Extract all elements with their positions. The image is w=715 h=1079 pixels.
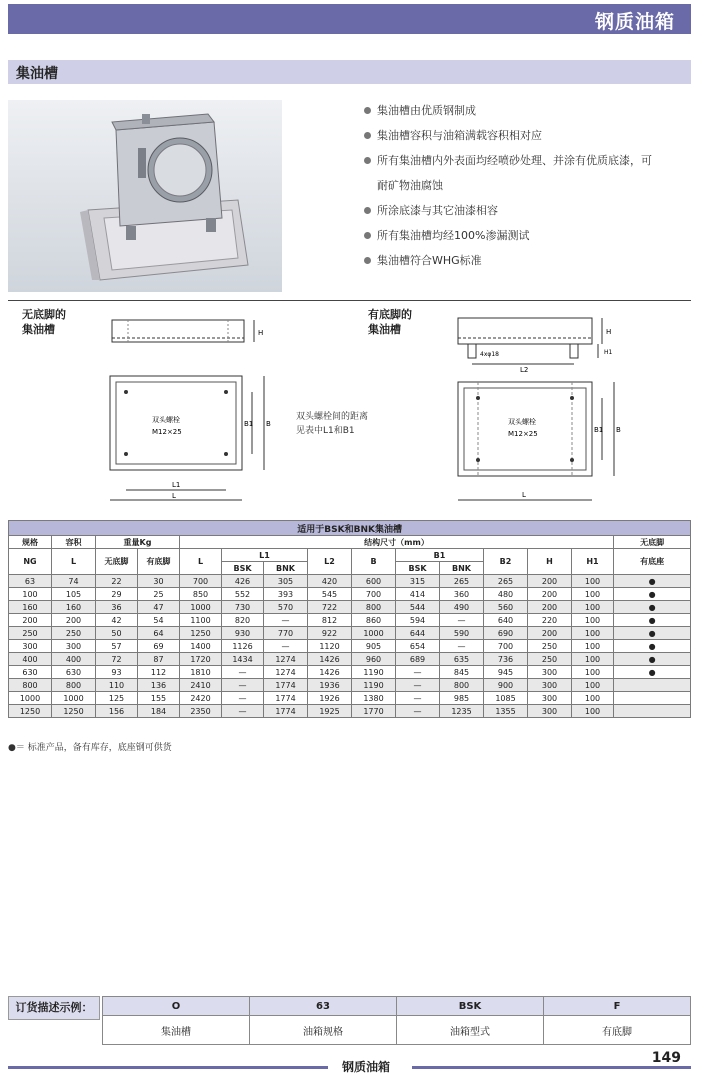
table-cell: 1774 <box>264 679 308 692</box>
table-cell: 1085 <box>484 692 528 705</box>
table-cell: 1774 <box>264 692 308 705</box>
table-cell: 100 <box>572 653 614 666</box>
order-code: F <box>544 997 691 1016</box>
section-title: 集油槽 <box>16 66 58 82</box>
table-cell: 985 <box>440 692 484 705</box>
table-cell: 630 <box>9 666 52 679</box>
table-cell: 1434 <box>222 653 264 666</box>
table-cell: 689 <box>396 653 440 666</box>
table-cell: 1936 <box>308 679 352 692</box>
th-B1-bnk: BNK <box>440 562 484 575</box>
footer-rule-left <box>8 1066 328 1069</box>
table-row <box>9 653 691 666</box>
table-cell: 900 <box>484 679 528 692</box>
table-cell <box>614 705 691 718</box>
dim-B-right: B <box>616 426 621 434</box>
th-w-withfoot: 有底脚 <box>138 549 180 575</box>
table-cell: 1426 <box>308 666 352 679</box>
th-ng: NG <box>9 549 52 575</box>
footnote: ●＝ 标准产品，备有库存，底座钢可供货 <box>8 743 172 753</box>
table-row <box>9 666 691 679</box>
table-cell: 800 <box>352 601 396 614</box>
bolt-size-right: M12×25 <box>508 430 538 438</box>
table-cell: — <box>396 679 440 692</box>
table-cell: ● <box>614 588 691 601</box>
footer-title: 钢质油箱 <box>342 1060 391 1074</box>
table-cell: 220 <box>528 614 572 627</box>
table-cell: 1426 <box>308 653 352 666</box>
table-cell: 545 <box>308 588 352 601</box>
table-cell: 1926 <box>308 692 352 705</box>
table-cell: 1000 <box>180 601 222 614</box>
table-cell: 50 <box>96 627 138 640</box>
table-cell: 600 <box>352 575 396 588</box>
table-cell: 69 <box>138 640 180 653</box>
table-cell: 1235 <box>440 705 484 718</box>
dim-L2: L2 <box>520 366 529 374</box>
table-cell: 426 <box>222 575 264 588</box>
table-cell: 770 <box>264 627 308 640</box>
table-cell: 1274 <box>264 653 308 666</box>
table-cell: 1250 <box>180 627 222 640</box>
table-row <box>9 640 691 653</box>
table-cell: 630 <box>52 666 96 679</box>
table-cell: 644 <box>396 627 440 640</box>
table-cell: 1190 <box>352 679 396 692</box>
table-cell: 700 <box>180 575 222 588</box>
table-cell: 400 <box>52 653 96 666</box>
table-cell: 960 <box>352 653 396 666</box>
th-weight: 重量Kg <box>96 536 180 549</box>
table-cell: ● <box>614 653 691 666</box>
bullet-icon <box>364 232 371 239</box>
table-cell: 420 <box>308 575 352 588</box>
drawing-label-with-foot: 有底脚的 集油槽 <box>368 308 412 336</box>
table-cell: ● <box>614 627 691 640</box>
table-cell: 1400 <box>180 640 222 653</box>
table-cell: 160 <box>9 601 52 614</box>
table-cell: 1770 <box>352 705 396 718</box>
table-cell: 72 <box>96 653 138 666</box>
th-L2: L2 <box>308 549 352 575</box>
table-cell: — <box>440 640 484 653</box>
order-desc: 有底脚 <box>544 1016 691 1045</box>
table-cell: 480 <box>484 588 528 601</box>
th-spec: 规格 <box>9 536 52 549</box>
order-table <box>102 996 691 1045</box>
table-cell: 300 <box>52 640 96 653</box>
feature-item: 所有集油槽均经100%渗漏测试 <box>364 223 694 248</box>
table-cell: ● <box>614 640 691 653</box>
table-cell: 93 <box>96 666 138 679</box>
order-desc: 集油槽 <box>103 1016 250 1045</box>
table-cell: 812 <box>308 614 352 627</box>
bullet-icon <box>364 207 371 214</box>
table-cell: 945 <box>484 666 528 679</box>
table-cell: ● <box>614 614 691 627</box>
table-cell: 250 <box>528 653 572 666</box>
order-desc: 油箱型式 <box>397 1016 544 1045</box>
bullet-icon <box>364 157 371 164</box>
table-cell: 112 <box>138 666 180 679</box>
table-cell: 100 <box>572 627 614 640</box>
table-cell: 800 <box>440 679 484 692</box>
table-cell: 300 <box>528 679 572 692</box>
th-L1-bnk: BNK <box>264 562 308 575</box>
table-cell: 29 <box>96 588 138 601</box>
table-cell: 2420 <box>180 692 222 705</box>
table-cell: 570 <box>264 601 308 614</box>
product-photo <box>8 100 282 292</box>
table-cell: ● <box>614 601 691 614</box>
plan-view-with-foot <box>456 380 626 506</box>
bolt-label-right: 双头螺栓 <box>508 418 536 426</box>
table-row <box>9 692 691 705</box>
page-number: 149 <box>651 1050 681 1066</box>
th-B2: B2 <box>484 549 528 575</box>
table-cell: 845 <box>440 666 484 679</box>
th-l: L <box>52 549 96 575</box>
table-cell: — <box>222 705 264 718</box>
table-cell: 47 <box>138 601 180 614</box>
table-row <box>9 705 691 718</box>
table-cell: 850 <box>180 588 222 601</box>
table-cell: 590 <box>440 627 484 640</box>
table-cell: 1000 <box>352 627 396 640</box>
table-cell: 700 <box>352 588 396 601</box>
dim-B1-right: B1 <box>594 426 604 434</box>
table-cell: 552 <box>222 588 264 601</box>
table-cell: 2350 <box>180 705 222 718</box>
table-cell: 184 <box>138 705 180 718</box>
table-cell: 110 <box>96 679 138 692</box>
section-bar <box>8 60 691 84</box>
order-code: O <box>103 997 250 1016</box>
drawing-label-no-foot: 无底脚的 集油槽 <box>22 308 66 336</box>
order-example-label: 订货描述示例： <box>8 996 100 1020</box>
table-cell: — <box>264 614 308 627</box>
table-cell: 156 <box>96 705 138 718</box>
feature-list <box>364 98 694 273</box>
feature-item: 集油槽由优质钢制成 <box>364 98 694 123</box>
table-cell: 100 <box>572 679 614 692</box>
table-cell: 300 <box>528 692 572 705</box>
table-cell: 1380 <box>352 692 396 705</box>
table-row <box>9 601 691 614</box>
table-cell: 265 <box>440 575 484 588</box>
table-cell: 42 <box>96 614 138 627</box>
table-cell: 74 <box>52 575 96 588</box>
bolt-label-left: 双头螺栓 <box>152 416 180 424</box>
table-cell: 400 <box>9 653 52 666</box>
table-cell: — <box>222 666 264 679</box>
feature-item: 所涂底漆与其它油漆相容 <box>364 198 694 223</box>
th-L1: L1 <box>222 549 308 562</box>
table-cell: — <box>222 679 264 692</box>
table-cell: 54 <box>138 614 180 627</box>
table-cell: 30 <box>138 575 180 588</box>
table-cell: 100 <box>572 692 614 705</box>
th-vol: 容积 <box>52 536 96 549</box>
table-cell: 64 <box>138 627 180 640</box>
th-L: L <box>180 549 222 575</box>
table-cell: — <box>222 692 264 705</box>
table-cell: 594 <box>396 614 440 627</box>
table-cell: 722 <box>308 601 352 614</box>
table-cell: 315 <box>396 575 440 588</box>
table-cell: 360 <box>440 588 484 601</box>
table-cell: 800 <box>9 679 52 692</box>
table-cell: 1925 <box>308 705 352 718</box>
table-cell: — <box>440 614 484 627</box>
table-cell: 736 <box>484 653 528 666</box>
table-cell: 860 <box>352 614 396 627</box>
table-cell: 414 <box>396 588 440 601</box>
th-nofoot: 无底脚 <box>614 536 691 549</box>
table-cell: 57 <box>96 640 138 653</box>
order-desc: 油箱规格 <box>250 1016 397 1045</box>
table-cell: 200 <box>528 601 572 614</box>
dim-hole: 4xφ18 <box>480 351 499 358</box>
table-cell: 635 <box>440 653 484 666</box>
side-view-no-foot <box>108 318 268 348</box>
table-cell: 300 <box>528 705 572 718</box>
table-cell: 250 <box>9 627 52 640</box>
table-cell: — <box>396 705 440 718</box>
table-cell: 1250 <box>9 705 52 718</box>
table-row <box>9 575 691 588</box>
table-cell: 490 <box>440 601 484 614</box>
dim-H-right: H <box>606 328 612 336</box>
table-cell: 1100 <box>180 614 222 627</box>
table-cell: 544 <box>396 601 440 614</box>
dim-H: H <box>258 329 264 337</box>
table-cell: 930 <box>222 627 264 640</box>
table-cell: 1355 <box>484 705 528 718</box>
table-cell: — <box>396 666 440 679</box>
table-cell: 250 <box>52 627 96 640</box>
dim-L: L <box>172 492 176 500</box>
header-title: 钢质油箱 <box>594 11 675 33</box>
table-cell: 1810 <box>180 666 222 679</box>
table-cell: 105 <box>52 588 96 601</box>
table-cell: 820 <box>222 614 264 627</box>
table-cell: 1250 <box>52 705 96 718</box>
table-cell: 100 <box>572 705 614 718</box>
divider <box>8 300 691 301</box>
table-cell: 200 <box>528 588 572 601</box>
table-cell: 63 <box>9 575 52 588</box>
table-cell: 155 <box>138 692 180 705</box>
dim-B1: B1 <box>244 420 254 428</box>
table-cell: 1126 <box>222 640 264 653</box>
table-cell: 36 <box>96 601 138 614</box>
th-withfoot: 有底座 <box>614 549 691 575</box>
table-cell: 200 <box>528 575 572 588</box>
table-row <box>9 588 691 601</box>
table-cell: 87 <box>138 653 180 666</box>
th-H: H <box>528 549 572 575</box>
th-B: B <box>352 549 396 575</box>
table-cell: 1774 <box>264 705 308 718</box>
table-cell: 100 <box>572 640 614 653</box>
table-cell: — <box>396 692 440 705</box>
footer-rule-right <box>412 1066 691 1069</box>
table-cell: 300 <box>528 666 572 679</box>
dim-B: B <box>266 420 271 428</box>
table-cell: 200 <box>9 614 52 627</box>
feature-item-continued: 耐矿物油腐蚀 <box>377 179 443 192</box>
th-B1: B1 <box>396 549 484 562</box>
table-cell: 200 <box>52 614 96 627</box>
table-cell: 300 <box>9 640 52 653</box>
table-cell: 700 <box>484 640 528 653</box>
order-code: BSK <box>397 997 544 1016</box>
bolt-distance-note: 双头螺栓间的距离 见表中L1和B1 <box>296 412 369 436</box>
bullet-icon <box>364 257 371 264</box>
bolt-size-left: M12×25 <box>152 428 182 436</box>
table-cell: 1274 <box>264 666 308 679</box>
table-cell: 100 <box>572 666 614 679</box>
table-cell: 654 <box>396 640 440 653</box>
table-cell: 25 <box>138 588 180 601</box>
table-cell: 22 <box>96 575 138 588</box>
order-code: 63 <box>250 997 397 1016</box>
spec-table <box>8 520 691 718</box>
table-cell: ● <box>614 666 691 679</box>
table-cell: 560 <box>484 601 528 614</box>
oil-tank-illustration <box>8 100 282 292</box>
th-B1-bsk: BSK <box>396 562 440 575</box>
th-H1: H1 <box>572 549 614 575</box>
th-w-nofoot: 无底脚 <box>96 549 138 575</box>
table-cell: 730 <box>222 601 264 614</box>
table-row <box>9 679 691 692</box>
table-cell: 800 <box>52 679 96 692</box>
dim-L1: L1 <box>172 481 181 489</box>
table-cell: 905 <box>352 640 396 653</box>
table-cell: 250 <box>528 640 572 653</box>
th-L1-bsk: BSK <box>222 562 264 575</box>
table-cell: 136 <box>138 679 180 692</box>
table-cell: 1120 <box>308 640 352 653</box>
feature-item: 集油槽容积与油箱满载容积相对应 <box>364 123 694 148</box>
bullet-icon <box>364 107 371 114</box>
dim-H1: H1 <box>604 349 613 356</box>
table-cell: 265 <box>484 575 528 588</box>
feature-item: 集油槽符合WHG标准 <box>364 248 694 273</box>
table-cell: 305 <box>264 575 308 588</box>
table-cell: 2410 <box>180 679 222 692</box>
table-cell: 1000 <box>9 692 52 705</box>
table-cell: 100 <box>572 588 614 601</box>
table-cell: 100 <box>572 601 614 614</box>
bullet-icon <box>364 132 371 139</box>
table-title: 适用于BSK和BNK集油槽 <box>9 521 691 536</box>
table-cell <box>614 692 691 705</box>
table-row <box>9 627 691 640</box>
table-cell: ● <box>614 575 691 588</box>
table-cell: 640 <box>484 614 528 627</box>
table-cell: 100 <box>9 588 52 601</box>
table-cell: 100 <box>572 575 614 588</box>
table-cell <box>614 679 691 692</box>
table-row <box>9 614 691 627</box>
header-band <box>8 4 691 34</box>
table-cell: — <box>264 640 308 653</box>
table-cell: 690 <box>484 627 528 640</box>
table-cell: 1000 <box>52 692 96 705</box>
dim-L-right: L <box>522 491 526 499</box>
table-cell: 200 <box>528 627 572 640</box>
table-cell: 125 <box>96 692 138 705</box>
table-cell: 1720 <box>180 653 222 666</box>
feature-item: 所有集油槽内外表面均经喷砂处理、并涂有优质底漆，可 <box>364 148 694 173</box>
side-view-with-foot <box>452 314 627 374</box>
plan-view-no-foot <box>108 374 278 504</box>
th-dims: 结构尺寸（mm） <box>180 536 614 549</box>
table-cell: 922 <box>308 627 352 640</box>
table-cell: 393 <box>264 588 308 601</box>
table-cell: 160 <box>52 601 96 614</box>
table-cell: 100 <box>572 614 614 627</box>
table-cell: 1190 <box>352 666 396 679</box>
